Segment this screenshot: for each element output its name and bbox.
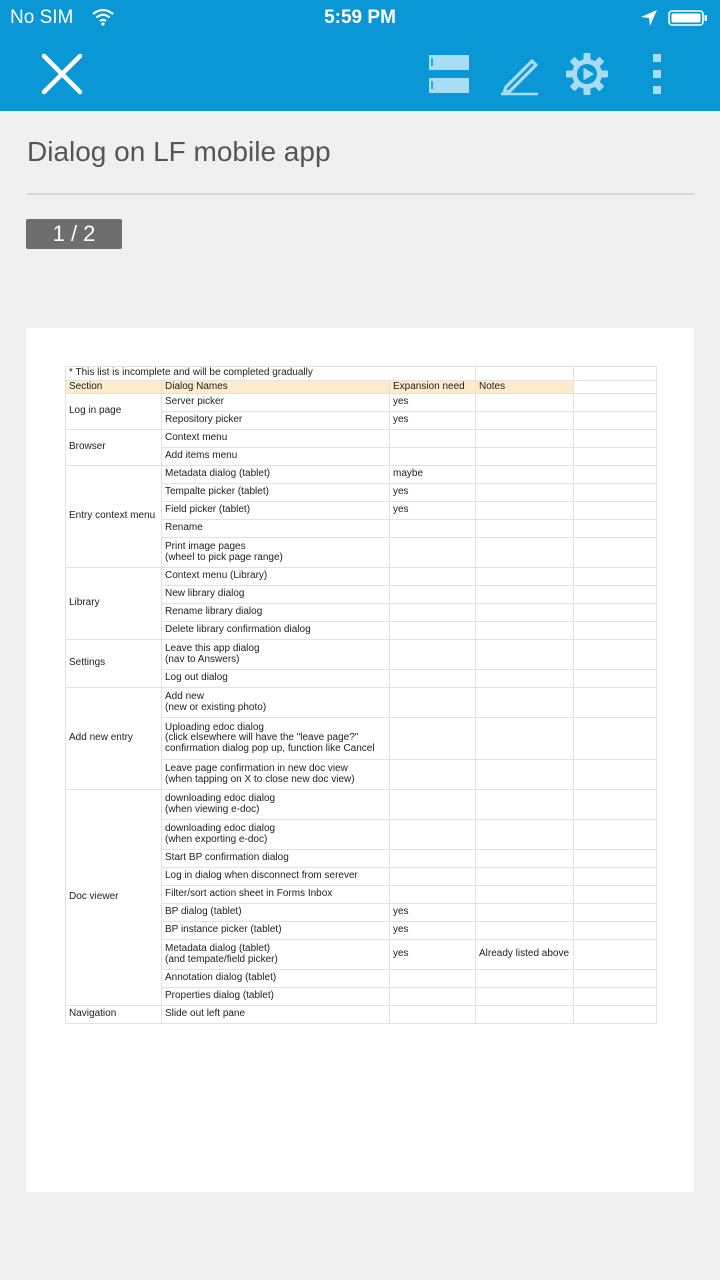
expansion-cell (390, 430, 476, 448)
expansion-cell: yes (390, 940, 476, 970)
notes-cell (476, 760, 574, 790)
notes-cell (476, 988, 574, 1006)
note-row (66, 367, 657, 381)
expansion-cell (390, 886, 476, 904)
expansion-cell (390, 448, 476, 466)
expansion-cell (390, 868, 476, 886)
dialog-name-cell: BP instance picker (tablet) (162, 922, 390, 940)
dialog-name-cell: Context menu (Library) (162, 568, 390, 586)
dialog-name-cell: Metadata dialog (tablet) (162, 466, 390, 484)
notes-cell (476, 790, 574, 820)
header-notes: Notes (476, 380, 574, 394)
notes-cell (476, 484, 574, 502)
dialog-name-cell: Context menu (162, 430, 390, 448)
expansion-cell (390, 1006, 476, 1024)
section-cell: Entry context menu (66, 466, 162, 568)
thumbnails-button[interactable] (424, 50, 474, 98)
notes-cell (476, 970, 574, 988)
section-cell: Browser (66, 430, 162, 466)
dialog-name-cell: Print image pages (wheel to pick page range) (162, 538, 390, 568)
expansion-cell: maybe (390, 466, 476, 484)
notes-cell (476, 502, 574, 520)
dialog-name-cell: Metadata dialog (tablet) (and tempate/field picker) (162, 940, 390, 970)
note-cell: * This list is incomplete and will be completed gradually (66, 367, 476, 381)
notes-cell (476, 904, 574, 922)
expansion-cell (390, 670, 476, 688)
notes-cell (476, 622, 574, 640)
dialog-name-cell: Leave this app dialog (nav to Answers) (162, 640, 390, 670)
expansion-cell (390, 970, 476, 988)
expansion-cell (390, 850, 476, 868)
document-page[interactable] (26, 328, 694, 1192)
notes-cell (476, 886, 574, 904)
expansion-cell (390, 538, 476, 568)
dialog-name-cell: Tempalte picker (tablet) (162, 484, 390, 502)
dialog-name-cell: Rename (162, 520, 390, 538)
table-row (66, 568, 657, 586)
expansion-cell (390, 604, 476, 622)
annotate-button[interactable] (494, 50, 544, 98)
notes-cell (476, 850, 574, 868)
dialog-name-cell: Leave page confirmation in new doc view (when tapping on X to close new doc view) (162, 760, 390, 790)
pencil-icon (496, 51, 542, 97)
expansion-cell: yes (390, 394, 476, 412)
dialog-name-cell: BP dialog (tablet) (162, 904, 390, 922)
expansion-cell (390, 718, 476, 760)
spreadsheet-table (65, 366, 657, 1024)
expansion-cell (390, 586, 476, 604)
section-cell: Library (66, 568, 162, 640)
more-vertical-icon (651, 52, 663, 96)
expansion-cell: yes (390, 412, 476, 430)
dialog-name-cell: Delete library confirmation dialog (162, 622, 390, 640)
gear-play-icon (564, 51, 610, 97)
dialog-name-cell: Log out dialog (162, 670, 390, 688)
expansion-cell: yes (390, 484, 476, 502)
notes-cell (476, 670, 574, 688)
more-options-button[interactable] (632, 50, 682, 98)
section-cell: Navigation (66, 1006, 162, 1024)
table-row (66, 688, 657, 718)
table-row (66, 394, 657, 412)
notes-cell (476, 430, 574, 448)
expansion-cell (390, 760, 476, 790)
close-button[interactable] (37, 50, 87, 98)
carrier-label: No SIM (10, 7, 74, 28)
settings-button[interactable] (562, 50, 612, 98)
header-section: Section (66, 380, 162, 394)
notes-cell (476, 568, 574, 586)
notes-cell (476, 586, 574, 604)
section-cell: Doc viewer (66, 790, 162, 1006)
location-arrow-icon (640, 9, 658, 27)
notes-cell: Already listed above (476, 940, 574, 970)
expansion-cell: yes (390, 502, 476, 520)
expansion-cell: yes (390, 922, 476, 940)
divider (27, 193, 694, 195)
page-indicator: 1 / 2 (26, 219, 122, 249)
close-icon (39, 51, 85, 97)
notes-cell (476, 688, 574, 718)
dialog-name-cell: Field picker (tablet) (162, 502, 390, 520)
dialog-name-cell: Properties dialog (tablet) (162, 988, 390, 1006)
dialog-name-cell: Annotation dialog (tablet) (162, 970, 390, 988)
dialog-name-cell: Add items menu (162, 448, 390, 466)
expansion-cell (390, 622, 476, 640)
notes-cell (476, 1006, 574, 1024)
expansion-cell (390, 790, 476, 820)
dialog-name-cell: downloading edoc dialog (when exporting e-doc) (162, 820, 390, 850)
table-row (66, 466, 657, 484)
dialog-name-cell: Uploading edoc dialog (click elsewhere will have the "leave page?" confirmation dialog pop up, function like Cancel (162, 718, 390, 760)
expansion-cell (390, 820, 476, 850)
table-row (66, 430, 657, 448)
notes-cell (476, 394, 574, 412)
battery-icon (668, 10, 708, 26)
dialog-name-cell: Rename library dialog (162, 604, 390, 622)
expansion-cell: yes (390, 904, 476, 922)
section-cell: Settings (66, 640, 162, 688)
dialog-name-cell: New library dialog (162, 586, 390, 604)
clock: 5:59 PM (324, 7, 396, 28)
header-dialog-names: Dialog Names (162, 380, 390, 394)
expansion-cell (390, 520, 476, 538)
table-row (66, 1006, 657, 1024)
notes-cell (476, 640, 574, 670)
notes-cell (476, 448, 574, 466)
dialog-name-cell: Log in dialog when disconnect from serever (162, 868, 390, 886)
dialog-name-cell: Add new (new or existing photo) (162, 688, 390, 718)
section-cell: Log in page (66, 394, 162, 430)
expansion-cell (390, 988, 476, 1006)
dialog-name-cell: Slide out left pane (162, 1006, 390, 1024)
dialog-name-cell: Repository picker (162, 412, 390, 430)
toolbar (0, 36, 720, 111)
notes-cell (476, 520, 574, 538)
table-row (66, 640, 657, 670)
thumbnails-icon (426, 52, 472, 96)
dialog-name-cell: downloading edoc dialog (when viewing e-doc) (162, 790, 390, 820)
notes-cell (476, 922, 574, 940)
dialog-name-cell: Server picker (162, 394, 390, 412)
section-cell: Add new entry (66, 688, 162, 790)
notes-cell (476, 538, 574, 568)
expansion-cell (390, 688, 476, 718)
header-expansion-need: Expansion need (390, 380, 476, 394)
notes-cell (476, 718, 574, 760)
dialog-name-cell: Filter/sort action sheet in Forms Inbox (162, 886, 390, 904)
status-bar (0, 0, 720, 36)
expansion-cell (390, 568, 476, 586)
header-row (66, 380, 657, 394)
expansion-cell (390, 640, 476, 670)
notes-cell (476, 412, 574, 430)
notes-cell (476, 604, 574, 622)
document-title: Dialog on LF mobile app (27, 136, 331, 167)
dialog-name-cell: Start BP confirmation dialog (162, 850, 390, 868)
notes-cell (476, 820, 574, 850)
notes-cell (476, 466, 574, 484)
notes-cell (476, 868, 574, 886)
table-row (66, 790, 657, 820)
